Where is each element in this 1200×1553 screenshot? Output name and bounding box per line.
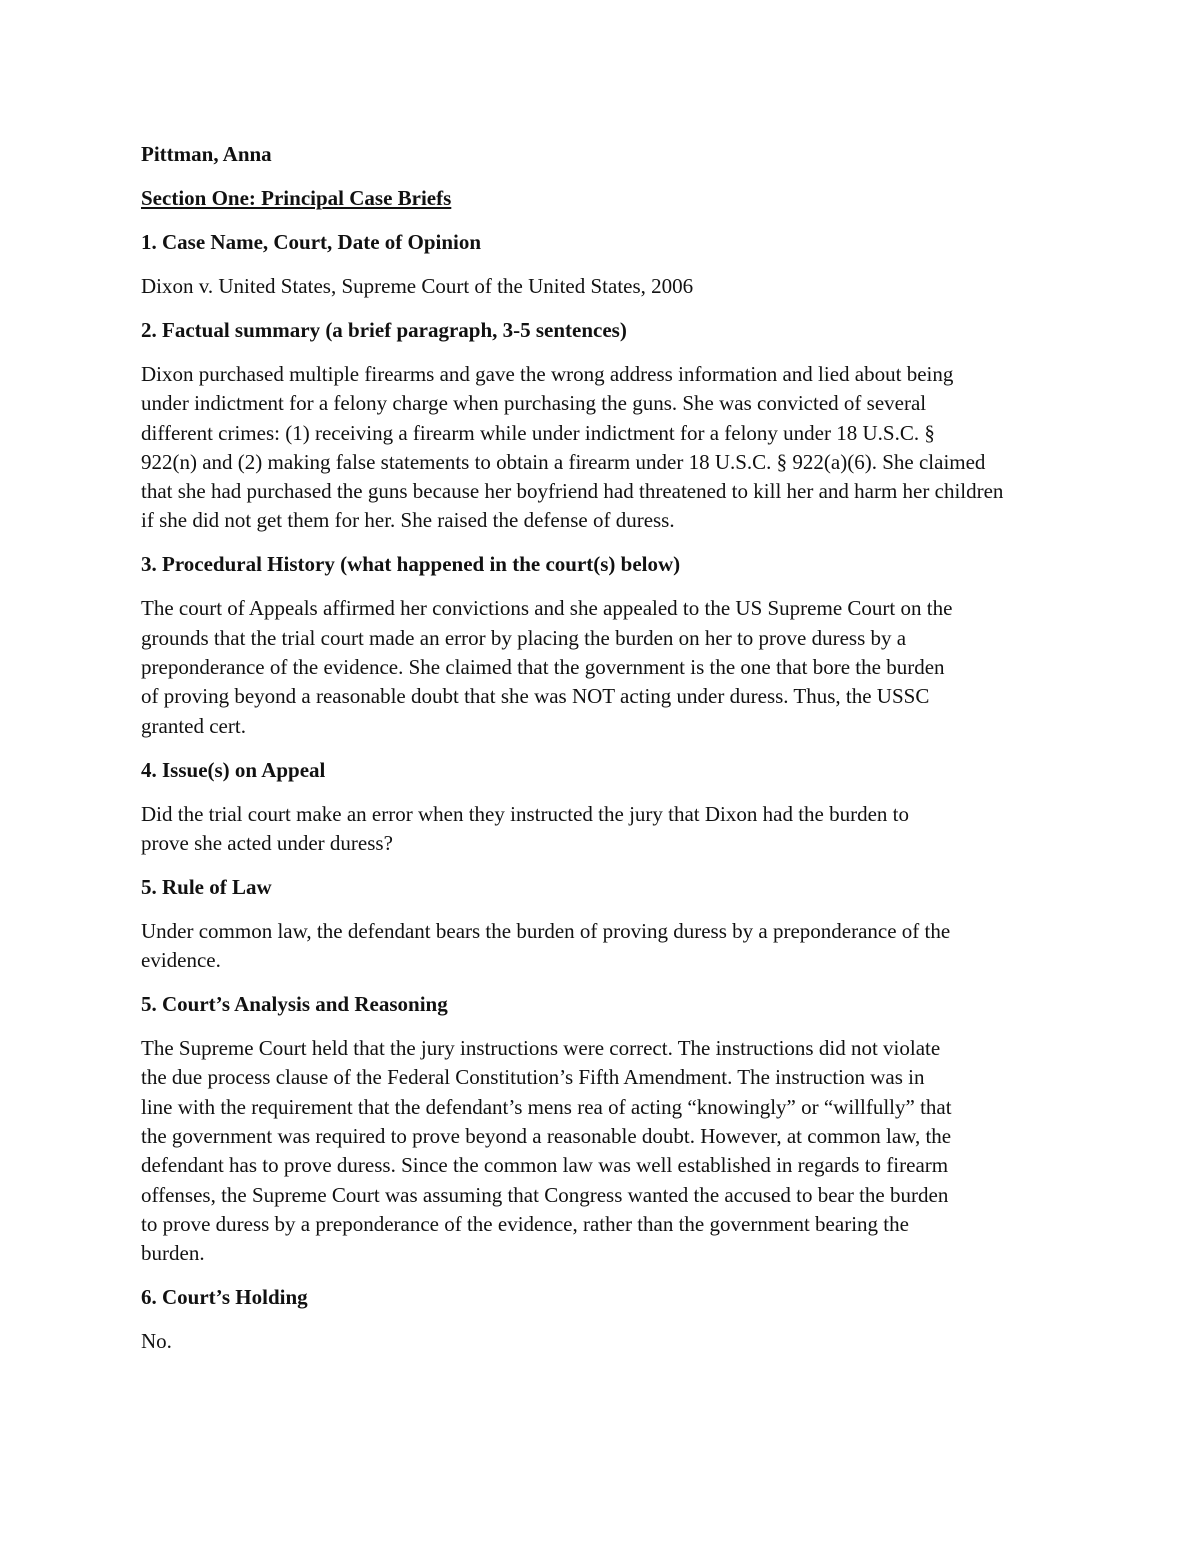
section-heading: 3. Procedural History (what happened in the court(s) below) (141, 552, 681, 577)
section-paragraph (141, 360, 1061, 536)
paragraph-line: the government was required to prove beyond a reasonable doubt. However, at common law, the (141, 1123, 952, 1148)
section-paragraph (141, 594, 1061, 740)
section-heading: 6. Court’s Holding (141, 1285, 308, 1310)
paragraph-line: the due process clause of the Federal Constitution’s Fifth Amendment. The instruction was in (141, 1065, 925, 1090)
brief-section (141, 550, 1061, 740)
paragraph-line: defendant has to prove duress. Since the common law was well established in regards to firearm (141, 1153, 949, 1178)
paragraph-line: prove she acted under duress? (141, 830, 393, 855)
section-paragraph (141, 1327, 1061, 1356)
section-paragraph (141, 1034, 1061, 1268)
paragraph-line: granted cert. (141, 713, 246, 738)
paragraph-line: different crimes: (1) receiving a firearm while under indictment for a felony under 18 U.S.C. § (141, 420, 935, 445)
section-paragraph (141, 800, 1061, 859)
paragraph-line: grounds that the trial court made an error by placing the burden on her to prove duress by a (141, 625, 907, 650)
author-name: Pittman, Anna (141, 142, 272, 166)
paragraph-line: Dixon v. United States, Supreme Court of the United States, 2006 (141, 273, 694, 298)
document-body (141, 140, 1061, 1371)
paragraph-line: The court of Appeals affirmed her convictions and she appealed to the US Supreme Court on the (141, 596, 953, 621)
paragraph-line: if she did not get them for her. She raised the defense of duress. (141, 508, 675, 533)
paragraph-line: to prove duress by a preponderance of the evidence, rather than the government bearing the (141, 1211, 909, 1236)
section-heading: 5. Rule of Law (141, 874, 272, 899)
brief-section (141, 316, 1061, 536)
paragraph-line: 922(n) and (2) making false statements to obtain a firearm under 18 U.S.C. § 922(a)(6). She claimed (141, 449, 986, 474)
paragraph-line: The Supreme Court held that the jury instructions were correct. The instructions did not violate (141, 1036, 941, 1061)
brief-section (141, 228, 1061, 301)
paragraph-line: preponderance of the evidence. She claimed that the government is the one that bore the burden (141, 654, 945, 679)
paragraph-line: No. (141, 1329, 172, 1354)
paragraph-line: Under common law, the defendant bears the burden of proving duress by a preponderance of the (141, 918, 951, 943)
section-paragraph (141, 917, 1061, 976)
case-brief-sections (141, 228, 1061, 1356)
section-heading: 5. Court’s Analysis and Reasoning (141, 992, 448, 1017)
paragraph-line: of proving beyond a reasonable doubt that she was NOT acting under duress. Thus, the USSC (141, 684, 930, 709)
paragraph-line: line with the requirement that the defendant’s mens rea of acting “knowingly” or “willfully” that (141, 1094, 952, 1119)
paragraph-line: that she had purchased the guns because her boyfriend had threatened to kill her and harm her children (141, 479, 1004, 504)
section-heading: 2. Factual summary (a brief paragraph, 3-5 sentences) (141, 317, 627, 342)
paragraph-line: burden. (141, 1241, 205, 1266)
paragraph-line: evidence. (141, 948, 221, 973)
brief-section (141, 756, 1061, 859)
brief-section (141, 873, 1061, 976)
paragraph-line: Did the trial court make an error when they instructed the jury that Dixon had the burden to (141, 801, 910, 826)
section-heading: 1. Case Name, Court, Date of Opinion (141, 229, 482, 254)
section-paragraph (141, 272, 1061, 301)
section-heading: 4. Issue(s) on Appeal (141, 757, 326, 782)
section-title: Section One: Principal Case Briefs (141, 185, 452, 210)
paragraph-line: under indictment for a felony charge when purchasing the guns. She was convicted of several (141, 391, 927, 416)
paragraph-line: Dixon purchased multiple firearms and gave the wrong address information and lied about being (141, 361, 954, 386)
brief-section (141, 1283, 1061, 1356)
paragraph-line: offenses, the Supreme Court was assuming that Congress wanted the accused to bear the burden (141, 1182, 949, 1207)
brief-section (141, 990, 1061, 1268)
